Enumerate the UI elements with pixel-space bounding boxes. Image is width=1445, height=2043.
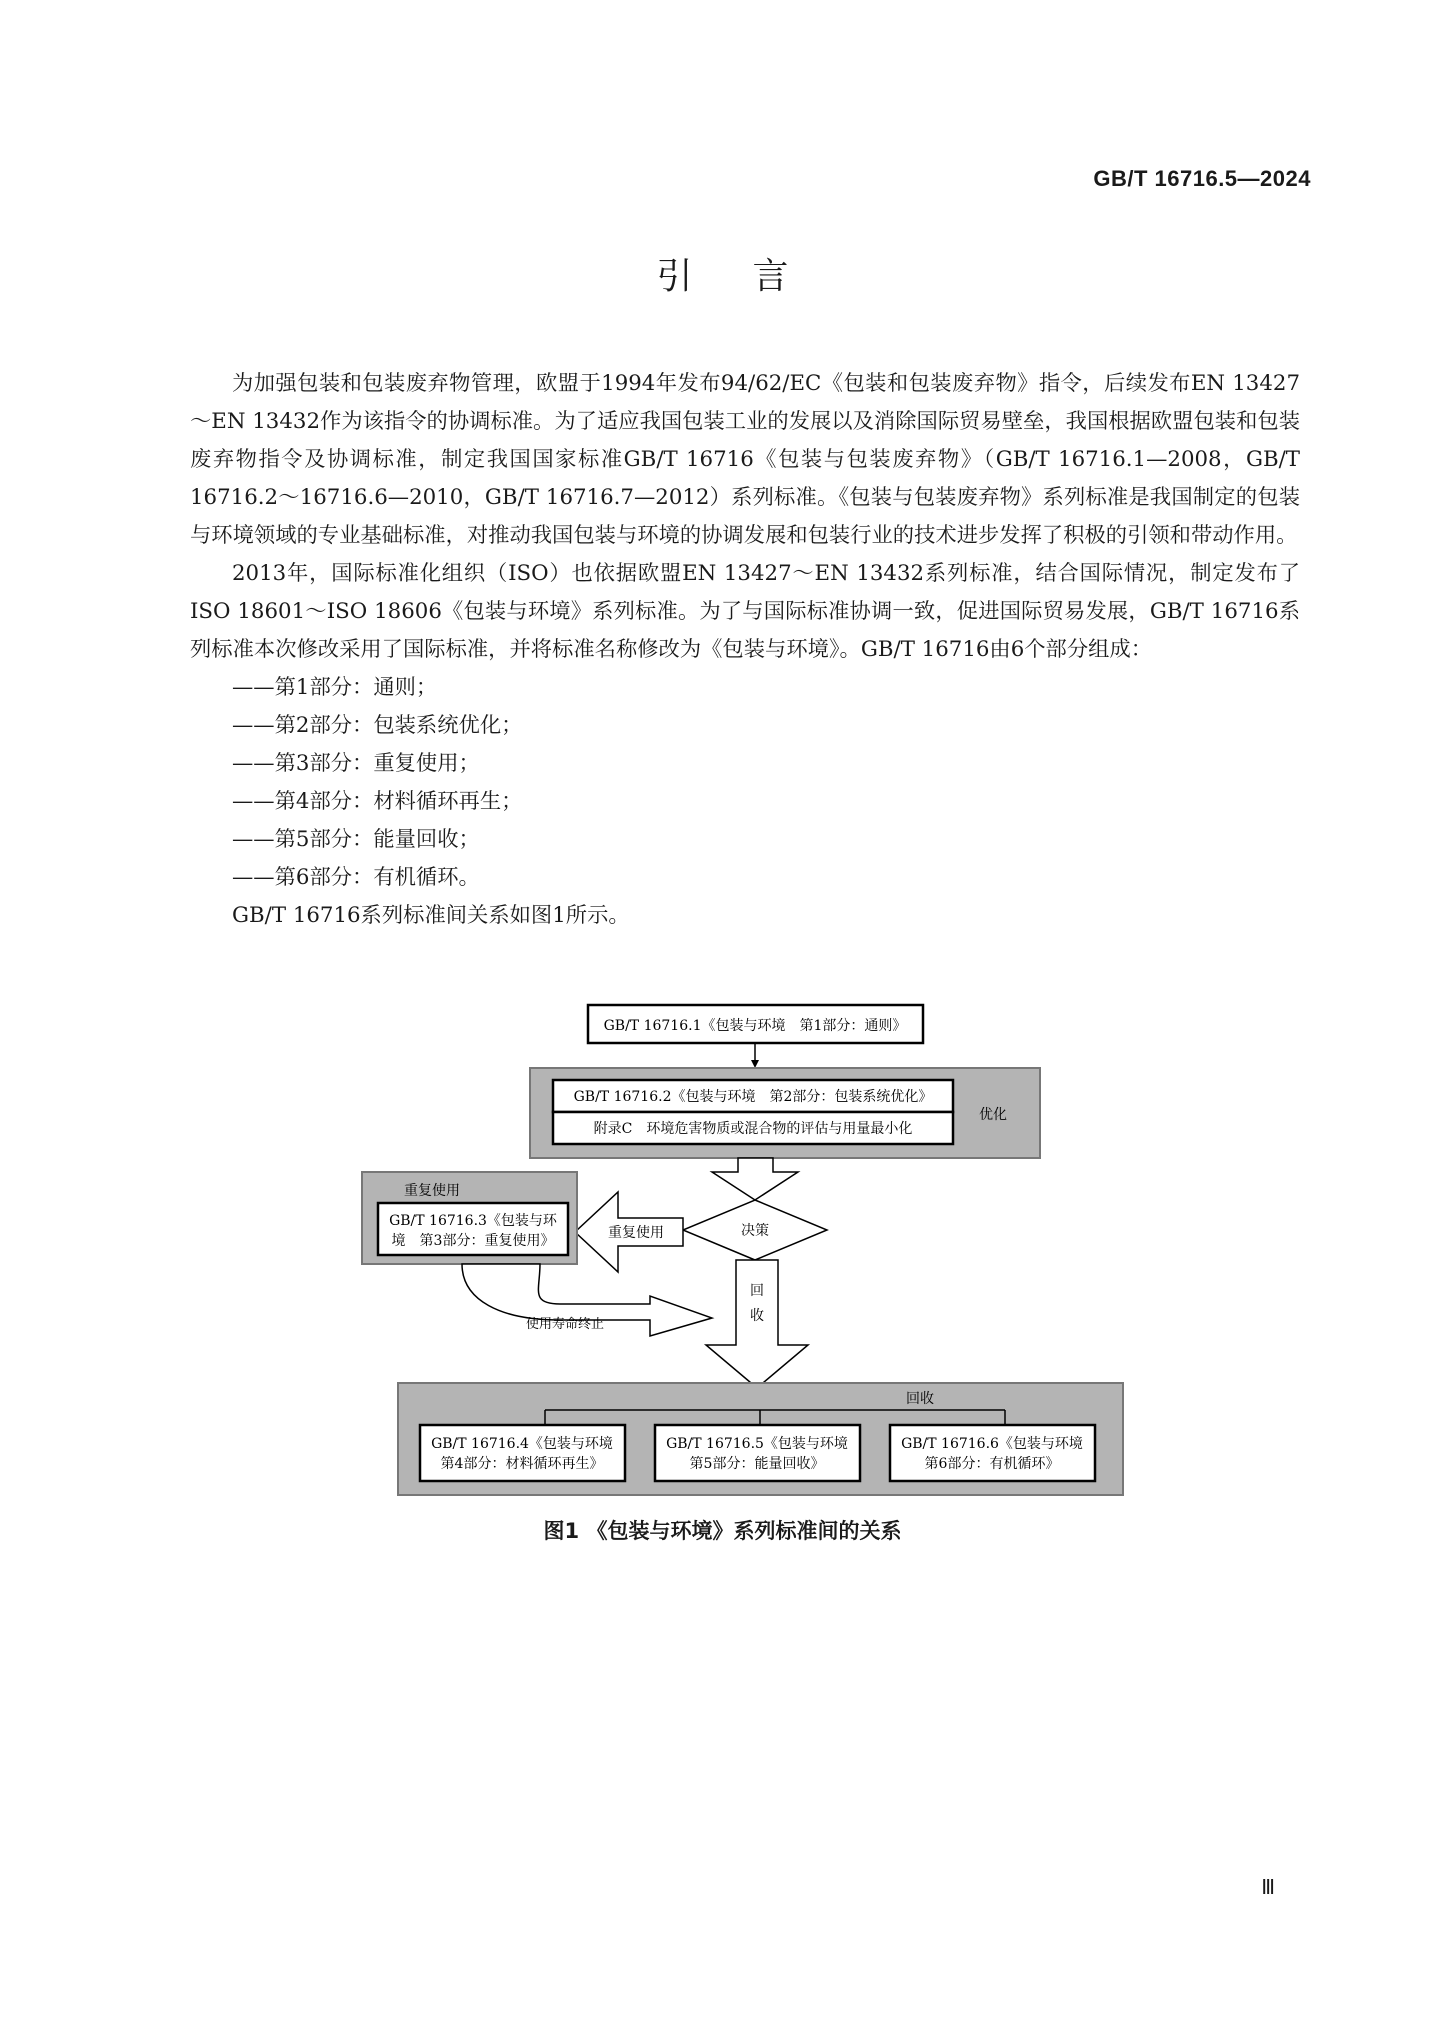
- part4-box: [420, 1425, 625, 1481]
- list-item: ——第5部分：能量回收；: [232, 827, 480, 852]
- part5-label-line1: GB/T 16716.5《包装与环境: [666, 1436, 848, 1452]
- part3-label-line1: GB/T 16716.3《包装与环: [389, 1213, 557, 1229]
- hollow-down-arrow-icon: [712, 1158, 798, 1200]
- list-item: ——第2部分：包装系统优化；: [232, 713, 523, 738]
- part5-box: [655, 1425, 860, 1481]
- part6-label-line1: GB/T 16716.6《包装与环境: [901, 1436, 1083, 1452]
- list-item: ——第1部分：通则；: [232, 675, 438, 700]
- optimize-label: 优化: [979, 1107, 1007, 1123]
- recover-arrow-icon: [706, 1260, 808, 1388]
- body-text: [190, 365, 1300, 935]
- standard-code: GB/T 16716.5—2024: [1093, 166, 1311, 191]
- parts-list: [190, 669, 1300, 897]
- part6-box: [890, 1425, 1095, 1481]
- list-item: ——第3部分：重复使用；: [232, 751, 480, 776]
- paragraph: 2013年，国际标准化组织（ISO）也依据欧盟EN 13427～EN 13432系列标准，结合国际情况，制定发布了ISO 18601～ISO 18606《包装与环境》系列标准。为了与国际标准协调一致，促进国际贸易发展，GB/T 16716系列标准本次修改采用了国际标准，并将标准名称修改为《包装与环境》。GB/T 16716由6个部分组成：: [190, 561, 1300, 662]
- end-of-life-label: 使用寿命终止: [525, 1317, 605, 1332]
- part4-label-line1: GB/T 16716.4《包装与环境: [431, 1436, 613, 1452]
- list-item: ——第6部分：有机循环。: [232, 865, 480, 890]
- annex-c-label: 附录C 环境危害物质或混合物的评估与用量最小化: [593, 1121, 913, 1137]
- recover-group-label: 回收: [906, 1391, 934, 1407]
- figure-caption: 图1 《包装与环境》系列标准间的关系: [543, 1519, 902, 1543]
- arrow-down-icon: [751, 1060, 759, 1068]
- part1-label: GB/T 16716.1《包装与环境 第1部分：通则》: [603, 1018, 907, 1034]
- part5-label-line2: 第5部分：能量回收》: [689, 1456, 825, 1472]
- decision-label: 决策: [741, 1223, 769, 1239]
- recover-arrow-char2: 收: [750, 1308, 764, 1324]
- paragraph: 为加强包装和包装废弃物管理，欧盟于1994年发布94/62/EC《包装和包装废弃物》指令，后续发布EN 13427～EN 13432作为该指令的协调标准。为了适应我国包装工业的发展以及消除国际贸易壁垒，我国根据欧盟包装和包装废弃物指令及协调标准，制定我国国家标准GB/T 16716《包装与包装废弃物》（GB/T 16716.1—2008，GB/T 16716.2～16716.6—2010，GB/T 16716.7—2012）系列标准。《包装与包装废弃物》系列标准是我国制定的包装与环境领域的专业基础标准，对推动我国包装与环境的协调发展和包装行业的技术进步发挥了积极的引领和带动作用。: [190, 371, 1300, 548]
- part2-label: GB/T 16716.2《包装与环境 第2部分：包装系统优化》: [573, 1089, 933, 1105]
- part3-label-line2: 境 第3部分：重复使用》: [391, 1233, 555, 1249]
- page-number: Ⅲ: [1261, 1875, 1275, 1899]
- part4-label-line2: 第4部分：材料循环再生》: [440, 1456, 604, 1472]
- part6-label-line2: 第6部分：有机循环》: [924, 1456, 1060, 1472]
- page-title: 引言: [656, 256, 849, 297]
- list-item: ——第4部分：材料循环再生；: [232, 789, 523, 814]
- closing-sentence: GB/T 16716系列标准间关系如图1所示。: [232, 903, 630, 928]
- reuse-group-label: 重复使用: [404, 1183, 460, 1199]
- reuse-arrow-label: 重复使用: [608, 1225, 664, 1241]
- recover-arrow-char1: 回: [750, 1283, 764, 1299]
